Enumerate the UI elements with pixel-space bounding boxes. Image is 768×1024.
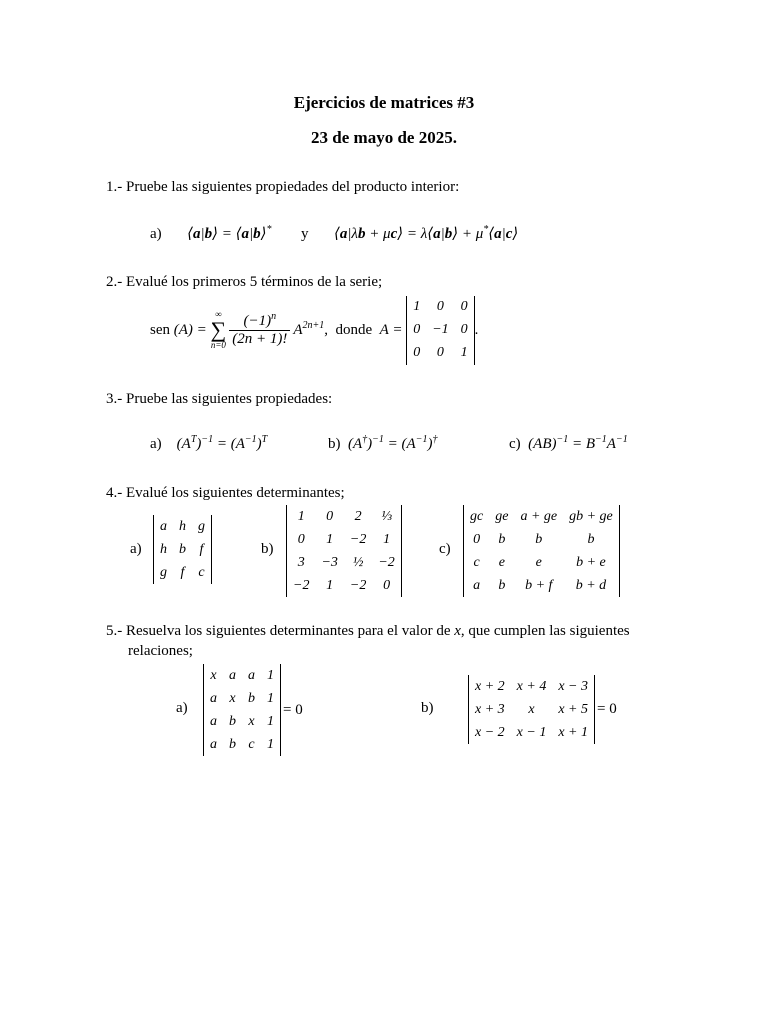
problem-4-label-b: b) — [261, 541, 274, 557]
problem-3-statement: 3.- Pruebe las siguientes propiedades: — [106, 391, 333, 407]
problem-1-formulas: a) ⟨a|b⟩ = ⟨a|b⟩* y ⟨a|λb + μc⟩ = λ⟨a|b⟩ + μ*⟨a|c⟩ — [150, 224, 519, 242]
sen-function: sen — [150, 321, 170, 338]
problem-3-item-c: c) $(AB)^{-1} = B^{-1}A^{-1}$ — [509, 434, 628, 452]
problem-1-label-a: a) — [150, 226, 162, 242]
determinant-4a: a h g h b f g f c — [153, 515, 212, 584]
problem-1-connector: y — [300, 226, 309, 242]
equals-zero-a: = 0 — [283, 701, 303, 718]
donde-text: donde — [335, 321, 373, 338]
problem-4-statement: 4.- Evalué los siguientes determinantes; — [106, 485, 345, 501]
determinant-4b: 1 0 2 ⅓ 0 1 −2 1 3 −3 ½ −2 −2 1 −2 0 — [286, 505, 402, 597]
equals-zero-b: = 0 — [597, 701, 617, 717]
problem-5-statement: 5.- Resuelva los siguientes determinantes para el valor de x, que cumplen las siguientes — [106, 623, 630, 639]
problem-5-label-b: b) — [421, 700, 434, 716]
problem-1-statement: 1.- Pruebe las siguientes propiedades del producto interior: — [106, 179, 460, 195]
problem-2-formula: sen (A) = ∞ ∑ n=0 $\frac{(-1)^n}{(2n + 1)!}$ $A^{2n+1}$ , donde A = 1 0 0 0 −1 0 0 0 1 . — [150, 296, 478, 364]
problem-5-eq-a — [203, 664, 303, 756]
problem-3-item-a: a) $(A^T)^{-1} = (A^{-1})^T$ — [150, 434, 268, 452]
problem-5-statement-cont: relaciones; — [128, 643, 193, 659]
document-date: 23 de mayo de 2025. — [311, 128, 457, 147]
problem-4-label-a: a) — [130, 541, 142, 557]
matrix-A: 1 0 0 0 −1 0 0 0 1 — [406, 296, 474, 365]
problem-2-statement: 2.- Evalué los primeros 5 términos de la serie; — [106, 274, 383, 290]
problem-5-eq-b — [468, 675, 617, 744]
problem-5-label-a: a) — [176, 700, 188, 716]
determinant-5b: x + 2 x + 4 x − 3 x + 3 x x + 5 x − 2 x − 1 x + 1 — [468, 675, 595, 744]
problem-4-label-c: c) — [439, 541, 451, 557]
determinant-4c: gc ge a + ge gb + ge 0 b b b c e e b + e a b b + f b + d — [463, 505, 620, 597]
problem-3-item-b: b) $(A^\dagger)^{-1} = (A^{-1})^\dagger$ — [328, 434, 438, 452]
document-title: Ejercicios de matrices #3 — [293, 93, 475, 112]
determinant-5a: x a a 1 a x b 1 a b x 1 a b c 1 — [203, 664, 281, 756]
